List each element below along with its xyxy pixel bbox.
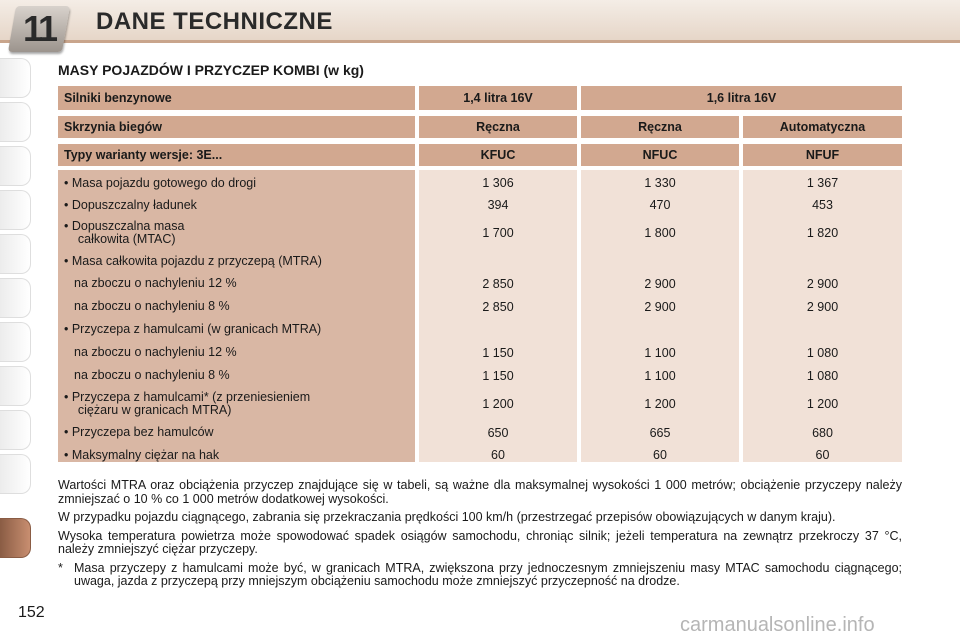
type-row-label: Typy warianty wersje: 3E... (58, 144, 415, 166)
row-value: 1 150 (482, 345, 514, 360)
row-label: na zboczu o nachyleniu 12 % (74, 345, 237, 359)
row-value: 1 306 (482, 176, 514, 190)
row-value: 1 200 (644, 397, 676, 411)
row-value: 1 100 (644, 368, 676, 383)
gearbox-cell: Ręczna (419, 116, 577, 138)
table-row (58, 421, 902, 444)
table-row (58, 387, 902, 421)
footnote-text: Masa przyczepy z hamulcami może być, w granicach MTRA, zwiększona przy jednoczesnym zmniejszeniu masy MTAC samochodu ciągnącego; uwaga, jazda z przyczepą przy mniejszym obciążeniu samochodu może zmniejszyć przyczepność na drodze. (74, 560, 902, 588)
row-value: 60 (653, 448, 667, 462)
row-label: • Maksymalny ciężar na hak (64, 447, 220, 462)
row-label: • Dopuszczalna masa całkowita (MTAC) (64, 219, 185, 246)
chapter-title: DANE TECHNICZNE (96, 8, 333, 35)
engine-row (58, 86, 902, 110)
chapter-tab[interactable] (0, 102, 31, 142)
row-value: 2 900 (806, 276, 839, 291)
engine-b-header: 1,6 litra 16V (581, 86, 902, 110)
chapter-tab[interactable] (0, 58, 31, 98)
row-label: • Dopuszczalny ładunek (64, 197, 197, 212)
notes (58, 479, 902, 589)
type-cell: NFUF (743, 144, 902, 166)
gearbox-cell: Automatyczna (743, 116, 902, 138)
row-value: 1 150 (482, 368, 514, 383)
row-value: 1 330 (644, 176, 676, 190)
page-header (0, 0, 960, 49)
type-cell: NFUC (581, 144, 739, 166)
page-number: 152 (18, 604, 45, 621)
row-value: 1 200 (482, 397, 514, 411)
note-paragraph: W przypadku pojazdu ciągnącego, zabrania się przekraczania prędkości 100 km/h (przestrzegać przepisów obowiązujących w danym kraju). (58, 510, 836, 524)
note-paragraph: Wartości MTRA oraz obciążenia przyczep znajdujące się w tabeli, są ważne dla maksymalnej wysokości 1 000 metrów; obciążenie przyczepy należy zmniejszać o 10 % co 1 000 metrów dodatkowej wysokości. (58, 478, 902, 506)
chapter-tab[interactable] (0, 322, 31, 362)
row-value: 394 (487, 198, 509, 212)
table-row (58, 318, 902, 341)
chapter-tab[interactable] (0, 190, 31, 230)
row-value: 1 100 (644, 345, 676, 360)
chapter-tab[interactable] (0, 366, 31, 406)
row-value: 680 (812, 425, 833, 440)
gearbox-cell: Ręczna (581, 116, 739, 138)
row-value: 60 (815, 448, 830, 462)
table-row (58, 172, 902, 194)
row-value: 2 850 (482, 276, 514, 291)
row-value: 1 080 (806, 368, 839, 383)
row-value: 60 (491, 448, 505, 462)
row-label: • Masa całkowita pojazdu z przyczepą (MTRA) (64, 253, 322, 268)
gearbox-row-label: Skrzynia biegów (58, 116, 415, 138)
row-value: 1 700 (482, 226, 514, 240)
gearbox-row (58, 116, 902, 138)
row-value (581, 318, 739, 341)
chapter-tab[interactable] (0, 410, 31, 450)
row-label: na zboczu o nachyleniu 12 % (74, 276, 237, 290)
row-value: 1 080 (806, 345, 839, 360)
engine-a-header: 1,4 litra 16V (419, 86, 577, 110)
row-label: na zboczu o nachyleniu 8 % (74, 368, 230, 382)
row-value: 2 900 (644, 299, 676, 314)
row-value: 2 900 (806, 299, 839, 314)
row-value: 665 (649, 425, 671, 440)
type-cell: KFUC (419, 144, 577, 166)
row-value: 1 820 (806, 226, 839, 240)
type-row (58, 144, 902, 166)
row-value (743, 250, 902, 272)
section-title: MASY POJAZDÓW I PRZYCZEP KOMBI (w kg) (58, 62, 364, 78)
chapter-tab[interactable] (0, 234, 31, 274)
table-row (58, 444, 902, 466)
row-value: 1 800 (644, 226, 676, 240)
chapter-tab[interactable] (0, 146, 31, 186)
table-row (58, 295, 902, 318)
table-row (58, 250, 902, 272)
watermark: carmanualsonline.info (680, 614, 875, 636)
row-value: 1 200 (806, 397, 839, 411)
row-value (419, 318, 577, 341)
chapter-number: 11 (22, 8, 56, 49)
row-value: 650 (487, 425, 509, 440)
row-label: na zboczu o nachyleniu 8 % (74, 299, 230, 313)
row-label: • Przyczepa z hamulcami* (z przeniesieniem ciężaru w granicach MTRA) (64, 390, 311, 417)
row-value: 2 900 (644, 276, 676, 291)
row-value: 2 850 (482, 299, 514, 314)
row-value: 1 367 (806, 176, 839, 190)
chapter-tab[interactable] (0, 454, 31, 494)
table-row (58, 272, 902, 295)
note-paragraph: Wysoka temperatura powietrza może spowodować spadek osiągów samochodu, chroniąc silnik; jeżeli temperatura na zewnątrz przekroczy 37 °C, należy zmniejszyć ciężar przyczepy. (58, 528, 902, 556)
row-value: 453 (812, 198, 833, 212)
chapter-tab-active[interactable] (0, 518, 31, 558)
table-row (58, 341, 902, 364)
engine-row-label: Silniki benzynowe (58, 86, 415, 110)
row-value (743, 318, 902, 341)
table-row (58, 194, 902, 216)
row-value: 470 (649, 198, 671, 212)
chapter-tab[interactable] (0, 278, 31, 318)
row-label: • Przyczepa z hamulcami (w granicach MTRA) (64, 322, 322, 336)
chapter-tabs (0, 58, 40, 578)
table-row (58, 364, 902, 387)
row-value (581, 250, 739, 272)
row-label: • Masa pojazdu gotowego do drogi (64, 175, 257, 190)
footnote-mark: * (58, 560, 63, 575)
row-label: • Przyczepa bez hamulców (64, 425, 214, 439)
row-value (419, 250, 577, 272)
table-row (58, 216, 902, 250)
footnote (58, 562, 902, 589)
